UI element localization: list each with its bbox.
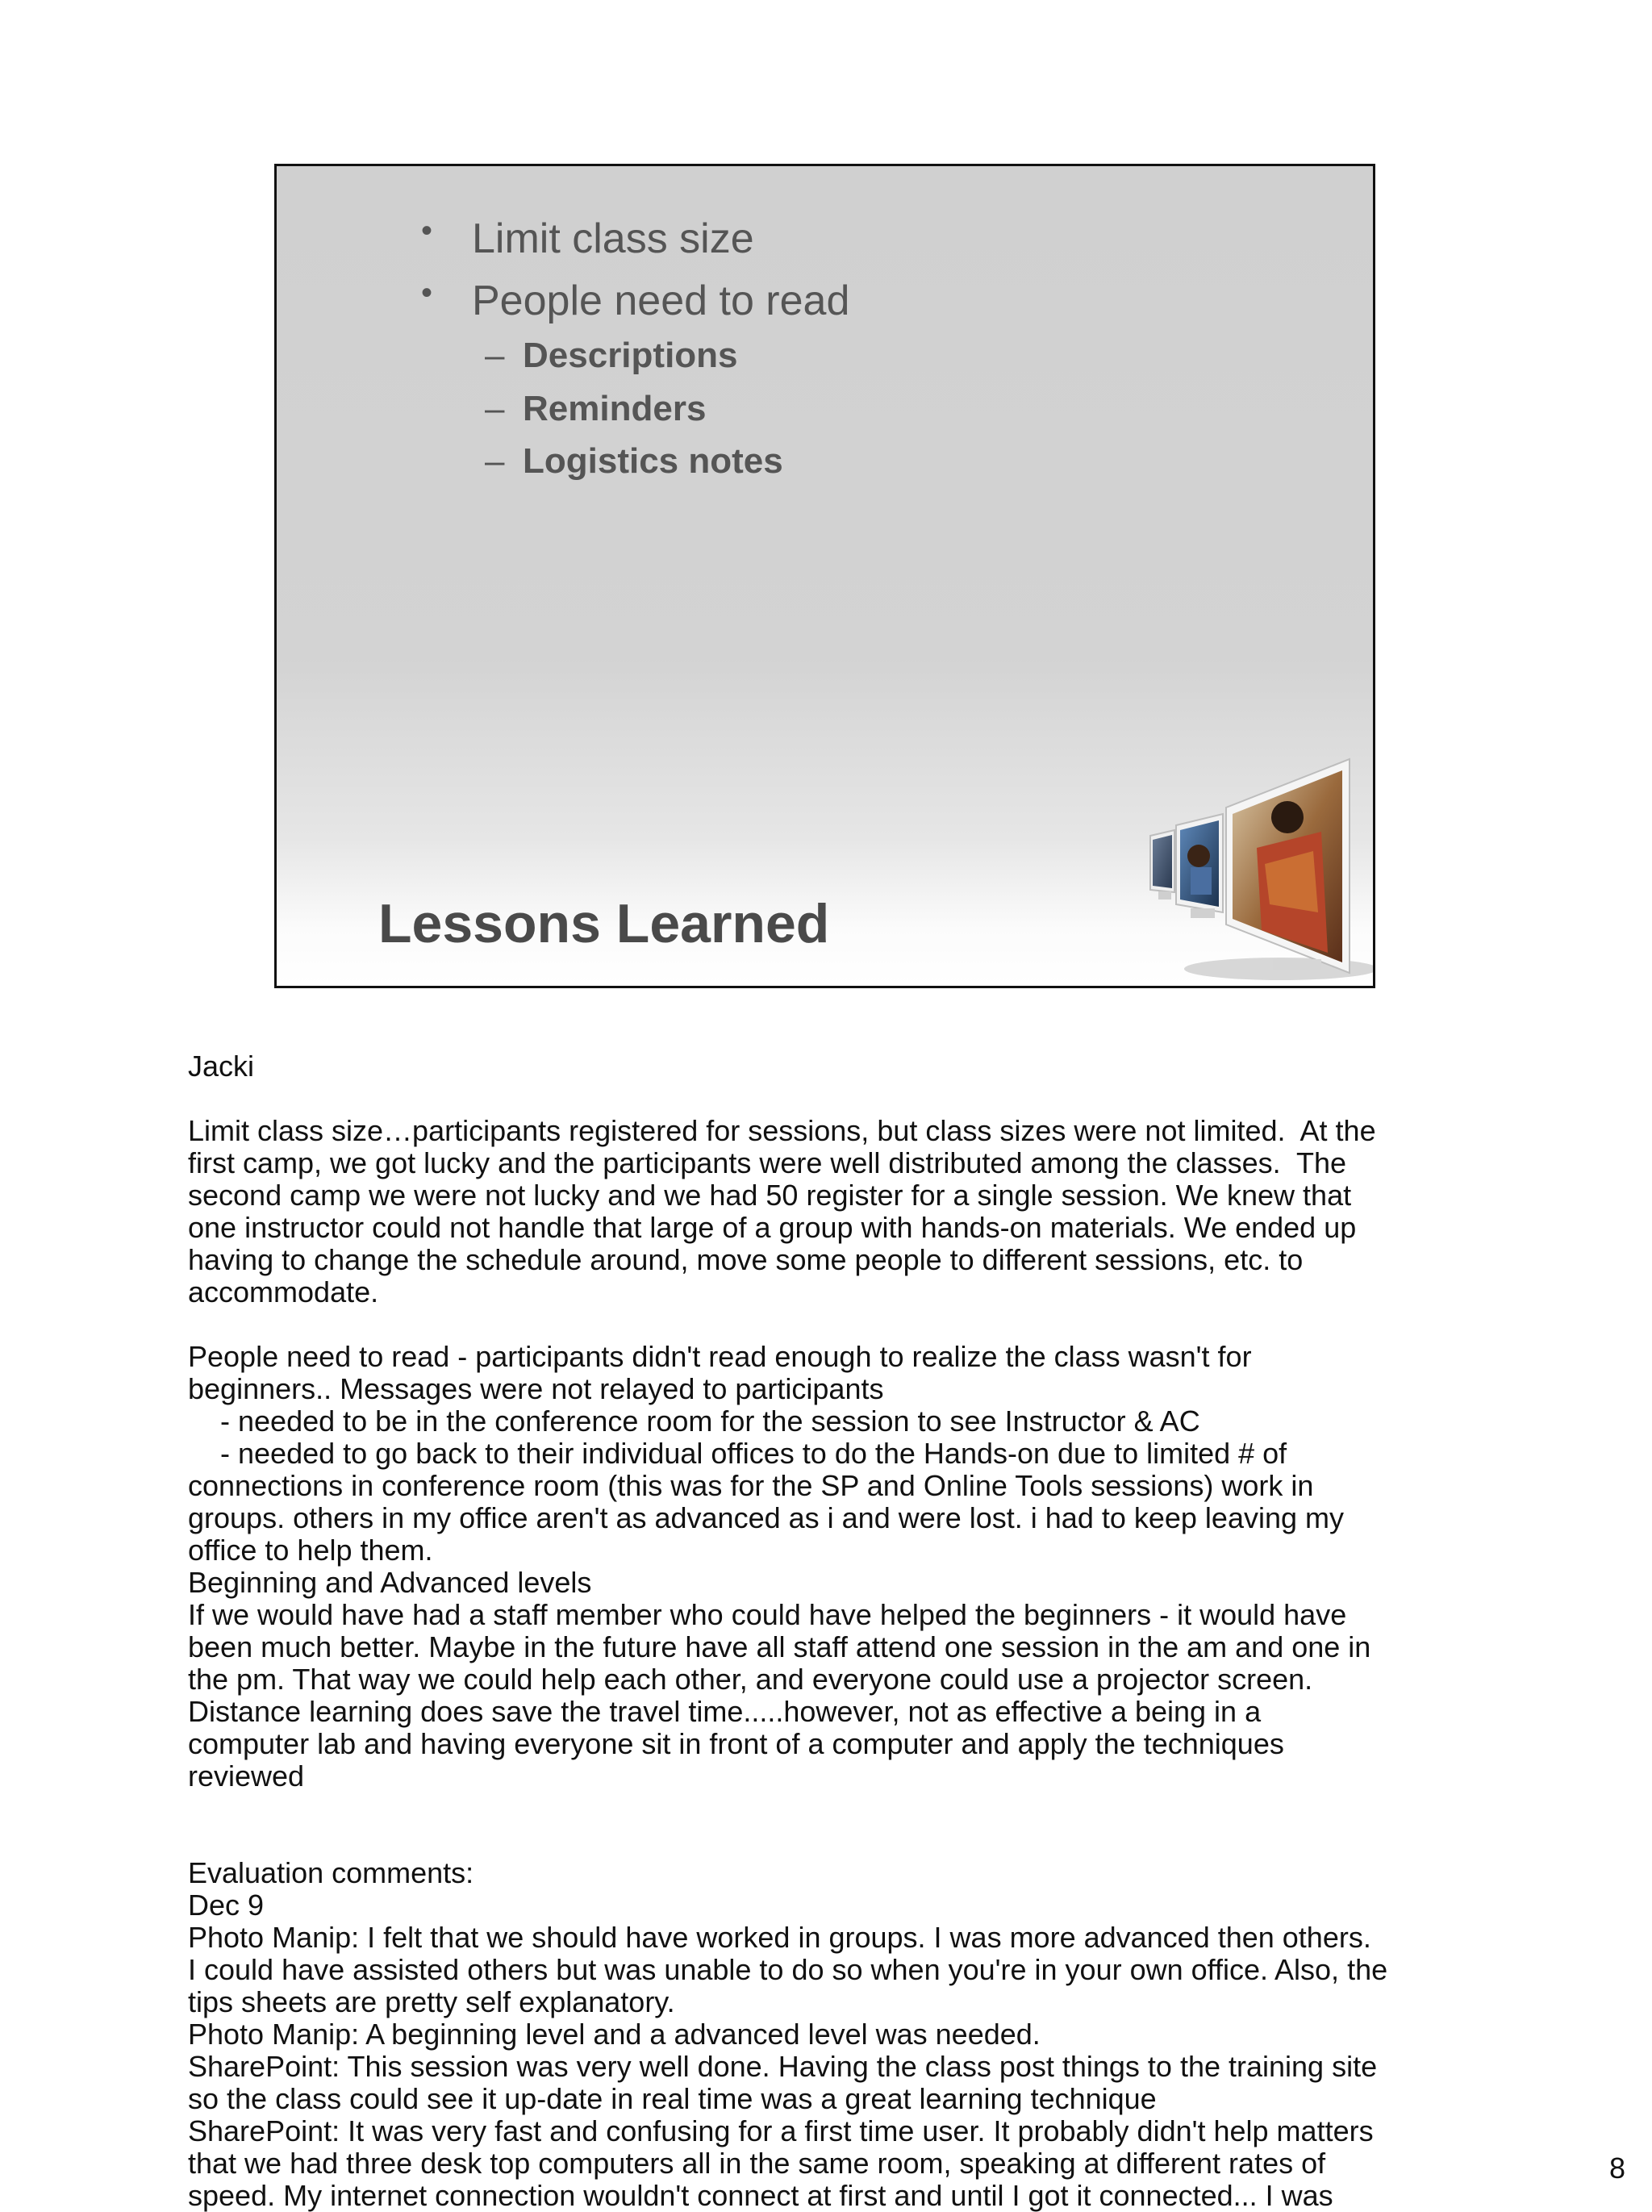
notes-line: Photo Manip: I felt that we should have worked in groups. I was more advanced then others. <box>188 1921 1371 1954</box>
notes-line: - needed to go back to their individual offices to do the Hands-on due to limited # of <box>188 1437 1287 1470</box>
notes-line: tips sheets are pretty self explanatory. <box>188 1985 675 2018</box>
notes-line: one instructor could not handle that large of a group with hands-on materials. We ended up <box>188 1211 1357 1244</box>
speaker-notes <box>188 1050 1511 2212</box>
bullet-text: Limit class size <box>472 215 754 262</box>
notes-line: People need to read - participants didn't read enough to realize the class wasn't for <box>188 1340 1252 1373</box>
sub-bullet-text: Descriptions <box>523 336 738 375</box>
sub-bullet-text: Reminders <box>523 389 707 428</box>
notes-line: Evaluation comments: <box>188 1856 474 1889</box>
page-number: 8 <box>1609 2151 1626 2185</box>
notes-line: computer lab and having everyone sit in front of a computer and apply the techniques <box>188 1727 1284 1760</box>
sub-bullet-text: Logistics notes <box>523 441 783 481</box>
notes-line: Distance learning does save the travel time.....however, not as effective a being in a <box>188 1695 1262 1728</box>
sub-bullet-dash: – <box>485 336 505 375</box>
bullet-text: People need to read <box>472 278 850 324</box>
notes-author: Jacki <box>188 1050 255 1083</box>
sub-bullet-dash: – <box>485 441 505 481</box>
notes-line: Limit class size…participants registered for sessions, but class sizes were not limited. At the <box>188 1114 1376 1147</box>
notes-line: Photo Manip: A beginning level and a advanced level was needed. <box>188 2018 1041 2051</box>
notes-line: first camp, we got lucky and the participants were well distributed among the classes. The <box>188 1146 1347 1179</box>
notes-line: groups. others in my office aren't as advanced as i and were lost. i had to keep leaving my <box>188 1501 1345 1534</box>
bullet-dot: • <box>421 275 433 311</box>
notes-line: that we had three desk top computers all in the same room, speaking at different rates of <box>188 2147 1326 2180</box>
notes-line: beginners.. Messages were not relayed to participants <box>188 1372 884 1405</box>
notes-line: Dec 9 <box>188 1889 265 1922</box>
bullet-dot: • <box>421 213 433 248</box>
notes-line: second camp we were not lucky and we had 50 register for a single session. We knew that <box>188 1179 1352 1212</box>
notes-line: accommodate. <box>188 1275 379 1308</box>
notes-line: Beginning and Advanced levels <box>188 1566 592 1599</box>
slide-title: Lessons Learned <box>378 893 830 954</box>
notes-line: I could have assisted others but was unable to do so when you're in your own office. Also, the <box>188 1953 1388 1986</box>
slide-thumbnail <box>274 164 1375 988</box>
notes-line: SharePoint: It was very fast and confusing for a first time user. It probably didn't help matters <box>188 2114 1374 2147</box>
notes-line: been much better. Maybe in the future have all staff attend one session in the am and one in <box>188 1630 1371 1663</box>
notes-line: reviewed <box>188 1759 305 1793</box>
notes-line: office to help them. <box>188 1534 433 1567</box>
notes-line: having to change the schedule around, move some people to different sessions, etc. to <box>188 1243 1304 1276</box>
notes-line: speed. My internet connection wouldn't connect at first and until I got it connected... I was <box>188 2179 1333 2212</box>
notes-line: connections in conference room (this was for the SP and Online Tools sessions) work in <box>188 1469 1314 1502</box>
computer-monitors-image <box>1112 751 1375 988</box>
notes-line: the pm. That way we could help each other, and everyone could use a projector screen. <box>188 1663 1313 1696</box>
notes-line: - needed to be in the conference room for the session to see Instructor & AC <box>188 1404 1200 1438</box>
notes-line: If we would have had a staff member who could have helped the beginners - it would have <box>188 1598 1347 1631</box>
notes-line: SharePoint: This session was very well done. Having the class post things to the training site <box>188 2050 1378 2083</box>
sub-bullet-dash: – <box>485 389 505 428</box>
notes-line: so the class could see it up-date in real time was a great learning technique <box>188 2082 1157 2115</box>
